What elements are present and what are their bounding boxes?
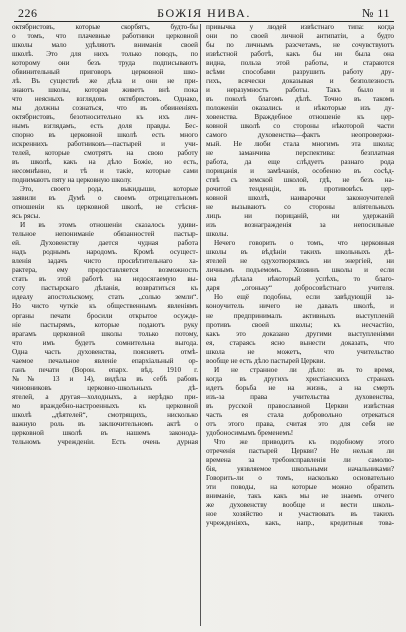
text-line: Одна часть духовенства, поясняетъ отмѣ- — [12, 347, 198, 356]
text-line: въ поколѣ благомъ дѣлѣ. Точно въ такомъ — [206, 95, 394, 104]
text-line: вниманіе, такъ какъ мы не знаемъ отчего — [206, 491, 394, 500]
text-line: работа, да еще слѣдуетъ разнаго рода — [206, 158, 394, 167]
text-line: ковной школѣ, наиварочки законоучителей — [206, 194, 394, 203]
text-line: изъ вознагражденія за непосильные — [206, 221, 394, 230]
text-line: школы въ вѣдѣніи такихъ школьныхъ дѣ- — [206, 248, 394, 257]
text-line: ей. Духовенству дается чудная работа — [12, 239, 198, 248]
text-line: отъ этого права, считая это для себя не — [206, 419, 394, 428]
text-line: ствѣ съ земской школой, гдѣ, не безъ на- — [206, 176, 394, 185]
text-line: стать въ этой работѣ на недосягаемую вы- — [12, 275, 198, 284]
text-line: положеніи оказались и нѣкоторые изъ ду- — [206, 104, 394, 113]
text-line: какъ это доказано другими выступленіями — [206, 329, 394, 338]
text-line: заявили въ Думѣ о своемъ отрицательномъ — [12, 194, 198, 203]
text-line: отреченія пастырей Церкви? Не нельзя ли — [206, 446, 394, 455]
text-line: искреннихъ работниковъ—пастырей и учи- — [12, 140, 198, 149]
text-line: школѣ „дѣятелей“, смотрящихъ, нисколько — [12, 410, 198, 419]
text-line: знаютъ школы, которая живетъ внѣ пока — [12, 86, 198, 95]
text-line: и неразумность работы. Такъ было и — [206, 86, 394, 95]
text-line: соту пастырскаго дѣланія, возвратиться къ — [12, 284, 198, 293]
text-line: Нечего говорить о томъ, что церковныя — [214, 239, 394, 248]
text-line: личнымъ подъемомъ. Хозяинъ школы и если — [206, 266, 394, 275]
text-line: школа не можетъ, что учительство — [206, 347, 394, 356]
text-line: въ школѣ, какъ на дѣло Божіе, но есть, — [12, 158, 198, 167]
text-line: же духовенству вообще и вести школь- — [206, 500, 394, 509]
text-line: она дѣлала нѣкоторый успѣхъ, то благо- — [206, 275, 394, 284]
text-line: ятелей, а другая—холодныхъ, а нерѣдко при- — [12, 392, 198, 401]
text-line: рактера, ему предоставляется возможность — [12, 266, 198, 275]
text-line: что неясныхъ взглядовъ октябристовъ. Однако, — [12, 95, 198, 104]
header-rule — [14, 21, 394, 22]
text-line: бы по личнымъ разсчетамъ, не сочувствуютъ — [206, 41, 394, 50]
text-line: органы печати бросили открытое осужде- — [12, 311, 198, 320]
text-line: ніе пастырямъ, которые подаютъ руку — [12, 320, 198, 329]
text-line: ганъ печати (Ворон. епарх. вѣд. 1910 г. — [12, 365, 198, 374]
running-header — [16, 6, 392, 22]
text-line: которому они безъ труда подписываютъ — [12, 59, 198, 68]
text-line: въ русской православной Церкви извѣстная — [206, 401, 394, 410]
text-line: не предпринималъ активныхъ выступленій — [206, 311, 394, 320]
text-line: отношеніи къ церковной школѣ, не стѣсня- — [12, 203, 198, 212]
text-line: поднимаютъ пяту на церковную школу. — [12, 176, 132, 185]
text-line: мы должны сознаться, что въ обвиненіяхъ — [12, 104, 198, 113]
text-line: когда въ другихъ христіанскихъ странахъ — [206, 374, 394, 383]
text-line: школы. — [206, 230, 229, 239]
text-line: чаемое печальное явленіе епархіальный ор- — [12, 356, 198, 365]
page-number: 226 — [18, 6, 38, 20]
text-line: школѣ. Это для нихъ только поводъ, по — [12, 50, 198, 59]
text-line: о томъ, что плачевные работники церковной — [12, 32, 198, 41]
text-line: спорно въ церковной школѣ есть много — [12, 131, 198, 140]
text-line: несомнѣнно, и тѣ и такіе, которые сами — [12, 167, 198, 176]
text-line: телей, которые смотрятъ на свою работу — [12, 149, 198, 158]
text-line: ковной школѣ со стороны нѣкоторой части — [206, 122, 394, 131]
text-line: И въ этомъ отношеніи сказалось удиви- — [20, 221, 198, 230]
text-line: ховенства. Враждебное отношеніе къ цер- — [206, 113, 394, 122]
text-line: врагамъ церковной школы только потому, — [12, 329, 198, 338]
text-line: времена за требоисправленія ли самолю- — [206, 455, 394, 464]
text-line: ея, стараясь ясно вынести доказать, что — [206, 338, 394, 347]
text-line: изъ-за права учительства духовенства, — [206, 392, 394, 401]
text-line: Но ещё подобны, если завѣдующій за- — [214, 293, 394, 302]
text-line: гихъ, всячески доказывая и безполезность — [206, 77, 394, 86]
text-line: привычка у людей извѣстнаго типа: когда — [206, 23, 394, 31]
text-line: школы мало удѣляютъ вниманія своей — [12, 41, 198, 50]
text-line: коноучитель ничего не давалъ школѣ, и — [206, 302, 394, 311]
text-line: ясь рясы. — [12, 212, 41, 221]
text-line: октябристовъ, которые скорбятъ, будто-бы — [12, 23, 198, 31]
text-line: самого духовенства—фактъ неопровержи- — [206, 131, 394, 140]
text-line: мо враждебно-настроенныхъ къ церковной — [12, 401, 198, 410]
text-line: Это, своего рода, выкидыши, которые — [20, 185, 198, 194]
text-line: Что же приводитъ къ подобному этого — [214, 437, 394, 446]
text-line: вленія задачъ чисто просвѣтительнаго ха- — [12, 257, 198, 266]
text-line: учрежденіяхъ, какъ, напр., кредитныя това- — [206, 518, 394, 527]
text-line: эти поводы, на которые можно обратить — [206, 482, 394, 491]
right-column — [206, 23, 394, 528]
text-line: бія, уязвляемое школьными начальниками? — [206, 464, 394, 473]
text-line: что имъ будетъ сомнительна выгода. — [12, 338, 198, 347]
text-line: чиновниковъ церковно-школьныхъ дѣ- — [12, 383, 198, 392]
text-line: ятелей не одухотворялись ни энергіей, ни — [206, 257, 394, 266]
text-line: мый. Не люби стала многимъ эта школа; — [206, 140, 394, 149]
text-line: всѣми способами разрушить работу дру- — [206, 68, 394, 77]
issue-number: № 11 — [361, 6, 390, 20]
text-line: вообще не есть дѣло пастырей Церкви. — [206, 356, 326, 365]
text-line: обвинительный приговоръ церковной шко- — [12, 68, 198, 77]
text-line: идеалу апостольскому, стать „солью земли“. — [12, 293, 198, 302]
text-line: не вызываютъ со стороны влiятельныхъ — [206, 203, 394, 212]
text-line: нымъ взглядамъ, есть доля правды. Бес- — [12, 122, 198, 131]
journal-title: БОЖІЯ НИВА. — [157, 6, 251, 20]
text-line: тельное непониманіе обязанностей пастыр- — [12, 230, 198, 239]
text-line: идетъ борьба не на жизнь, а на смерть — [206, 383, 394, 392]
text-line: №№ 13 и 14), видѣла въ себѣ рабовъ — [12, 374, 198, 383]
text-line: удобоносимымъ бременемъ! — [206, 428, 294, 437]
text-line: извѣстной работѣ, какъ бы ни была она — [206, 50, 394, 59]
text-line: они по своей личной антипатіи, а будто — [206, 32, 394, 41]
text-line: И не странное ли дѣло: въ то время, — [214, 365, 394, 374]
text-line: октябристовъ, безотносительно къ ихъ лич- — [12, 113, 198, 122]
text-line: тельномъ учрежденіи. Есть очень дурная — [12, 437, 198, 446]
text-line: лицъ ни порицаній, ни удержаній — [206, 212, 394, 221]
column-divider — [200, 24, 201, 626]
text-line: даря „огоньку“ добросовѣстнаго учителя. — [206, 284, 394, 293]
text-line: важную роль въ заключительномъ актѣ о — [12, 419, 198, 428]
text-line: Но чисто чуткіе къ общественнымъ явленіямъ — [12, 302, 198, 311]
text-line: надъ роднымъ народомъ. Кромѣ осущест- — [12, 248, 198, 257]
text-line: Говорить-ли о томъ, насколько основательно — [206, 473, 394, 482]
text-line: видна, польза этой работы, и стараются — [206, 59, 394, 68]
text-line: рочитой тенденціи, въ противовѣсъ цер- — [206, 185, 394, 194]
text-line: лѣ. Въ существѣ же дѣла и они не при- — [12, 77, 198, 86]
text-line: часть ея стала добровольно отрекаться — [206, 410, 394, 419]
text-line: противъ своей школы; къ несчастію, — [206, 320, 394, 329]
text-line: церковной школѣ въ нашемъ законода- — [12, 428, 198, 437]
left-column — [12, 23, 198, 447]
text-line: порицанія и замѣчанія, особенно въ сосѣд- — [206, 167, 394, 176]
text-line: ное хозяйство и участвовать въ такихъ — [206, 509, 394, 518]
text-line: не заманчива перспектива: безплатная — [206, 149, 394, 158]
